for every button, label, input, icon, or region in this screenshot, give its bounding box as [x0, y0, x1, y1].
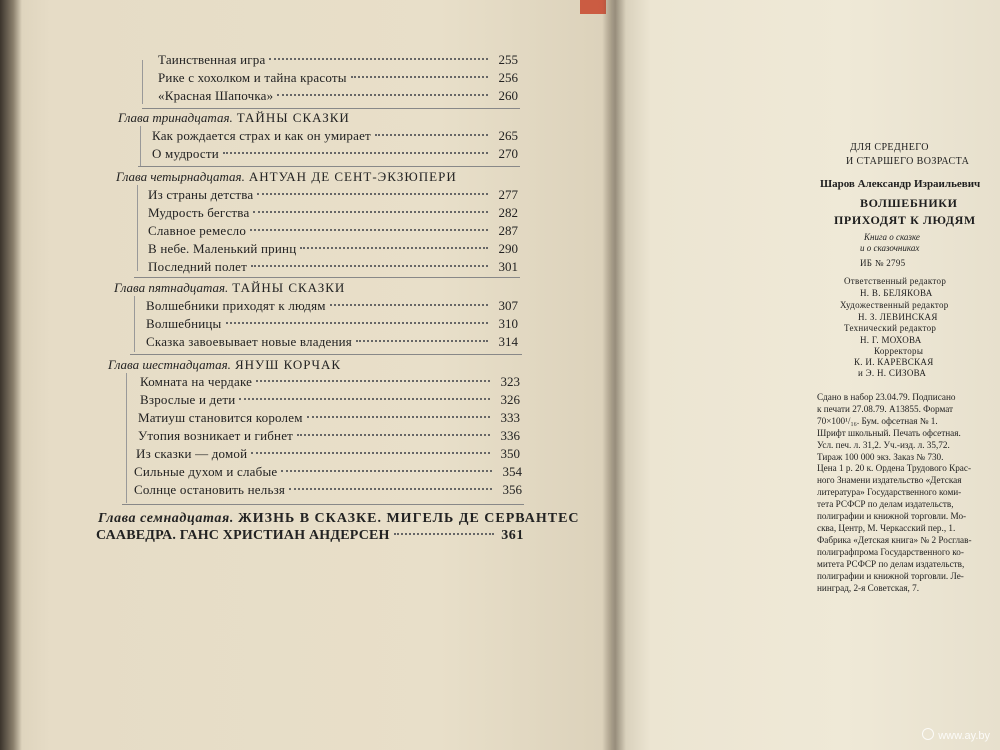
toc-entry	[138, 410, 520, 428]
toc-entry-title: «Красная Шапочка»	[158, 88, 274, 103]
detail-line: сква, Центр, М. Черкасский пер., 1.	[817, 522, 956, 533]
toc-entry-title: Комната на чердаке	[140, 374, 253, 389]
toc-entry-title: Взрослые и дети	[140, 392, 236, 407]
toc-entry-page: 277	[498, 187, 518, 202]
detail-line: ного Знамени издательство «Детская	[817, 475, 962, 486]
leader-dots	[307, 416, 490, 418]
chapter-title: ЯНУШ КОРЧАК	[234, 357, 342, 372]
subtitle-line-1: Книга о сказке	[864, 232, 920, 242]
leader-dots	[356, 340, 488, 342]
detail-line: Цена 1 р. 20 к. Ордена Трудового Крас-	[817, 463, 972, 474]
art-editor-role: Художественный редактор	[840, 300, 949, 310]
chapter-label: Глава тринадцатая.	[118, 110, 233, 125]
toc-entry	[152, 128, 518, 146]
leader-dots	[250, 229, 488, 231]
toc-entry-page: 336	[500, 428, 520, 443]
right-page	[612, 0, 1000, 750]
detail-line: Фабрика «Детская книга» № 2 Росглав-	[817, 534, 972, 545]
leader-dots	[251, 265, 488, 267]
section-bracket	[142, 60, 143, 104]
detail-line: литература» Государственного коми-	[817, 487, 962, 498]
leader-dots	[297, 434, 490, 436]
age-line-1: ДЛЯ СРЕДНЕГО	[850, 142, 929, 153]
chapter-label: Глава семнадцатая.	[98, 511, 234, 526]
toc-entry	[148, 187, 518, 205]
leader-dots	[256, 380, 490, 382]
toc-entry	[134, 464, 522, 482]
detail-line: тета РСФСР по делам издательств,	[817, 499, 954, 510]
toc-entry-page: 301	[498, 259, 518, 274]
corrector-1: К. И. КАРЕВСКАЯ	[854, 357, 934, 367]
toc-entry	[158, 88, 518, 106]
toc-entry-page: 333	[500, 410, 520, 425]
toc-entry-page: 265	[498, 128, 518, 143]
toc-entry-title: Последний полет	[148, 259, 248, 274]
toc-entry-page: 361	[501, 528, 524, 543]
age-line-2: И СТАРШЕГО ВОЗРАСТА	[846, 156, 970, 167]
leader-dots	[330, 304, 488, 306]
toc-entry-title: Матиуш становится королем	[138, 410, 303, 425]
chapter-divider	[130, 354, 522, 355]
detail-line: Шрифт школьный. Печать офсетная.	[817, 427, 961, 438]
toc-entry-page: 326	[500, 392, 520, 407]
toc-entry-page: 314	[498, 334, 518, 349]
leader-dots	[394, 533, 494, 535]
watermark-icon	[922, 728, 934, 740]
leader-dots	[223, 152, 488, 154]
leader-dots	[226, 322, 489, 324]
leader-dots	[289, 488, 492, 490]
art-editor-name: Н. З. ЛЕВИНСКАЯ	[858, 312, 938, 322]
detail-line: нинград, 2-я Советская, 7.	[817, 582, 920, 593]
toc-entry-title: Из сказки — домой	[136, 446, 248, 461]
toc-entry-title: О мудрости	[152, 146, 219, 161]
toc-entry	[140, 374, 520, 392]
correctors-role: Корректоры	[874, 346, 924, 356]
toc-entry-page: 260	[498, 88, 518, 103]
editor-name: Н. В. БЕЛЯКОВА	[860, 288, 933, 298]
toc-entry	[138, 428, 520, 446]
detail-line: Сдано в набор 23.04.79. Подписано	[817, 392, 956, 402]
chapter-divider	[142, 108, 520, 109]
chapter-heading	[114, 280, 345, 296]
detail-line: полиграфпрома Государственного ко-	[817, 546, 964, 557]
toc-entry-page: 282	[498, 205, 518, 220]
toc-entry	[140, 392, 520, 410]
leader-dots	[351, 76, 488, 78]
toc-entry	[152, 146, 518, 164]
toc-entry-page: 356	[502, 482, 522, 497]
chapter-title: ТАЙНЫ СКАЗКИ	[236, 110, 350, 125]
toc-entry-page: 354	[502, 464, 522, 479]
toc-entry-title: Волшебницы	[146, 316, 222, 331]
toc-entry-page: 323	[500, 374, 520, 389]
imprint-block	[612, 0, 1000, 750]
chapter-title: АНТУАН ДЕ СЕНТ-ЭКЗЮПЕРИ	[248, 169, 457, 184]
toc-entry-title: Таинственная игра	[158, 52, 266, 67]
toc-entry	[148, 241, 518, 259]
author-name: Шаров Александр Израильевич	[820, 178, 981, 190]
corrector-2: и Э. Н. СИЗОВА	[858, 368, 927, 378]
subtitle-line-2: и о сказочниках	[860, 243, 920, 253]
toc-entry-title: Мудрость бегства	[148, 205, 250, 220]
section-bracket	[126, 373, 127, 503]
toc-entry	[148, 205, 518, 223]
toc-entry	[96, 528, 524, 548]
toc-entry-title: Сказка завоевывает новые владения	[146, 334, 352, 349]
chapter-heading	[116, 169, 457, 185]
toc-entry	[146, 316, 518, 334]
toc-entry-title: Утопия возникает и гибнет	[138, 428, 294, 443]
toc-entry-page: 290	[498, 241, 518, 256]
leader-dots	[251, 452, 490, 454]
detail-line: Тираж 100 000 экз. Заказ № 730.	[817, 451, 944, 462]
toc-entry-page: 255	[498, 52, 518, 67]
section-bracket	[140, 126, 141, 166]
toc-entry-title: Славное ремесло	[148, 223, 247, 238]
toc-entry-page: 256	[498, 70, 518, 85]
leader-dots	[253, 211, 488, 213]
tech-editor-role: Технический редактор	[844, 323, 937, 333]
watermark	[922, 728, 990, 742]
toc-entry-title: Из страны детства	[148, 187, 254, 202]
toc-entry-page: 350	[500, 446, 520, 461]
leader-dots	[375, 134, 488, 136]
ib-number: ИБ № 2795	[860, 258, 906, 268]
section-bracket	[134, 296, 135, 352]
toc-entry	[134, 482, 522, 500]
detail-line: полиграфии и книжной торговли. Ле-	[817, 570, 964, 581]
leader-dots	[257, 193, 488, 195]
chapter-label: Глава четырнадцатая.	[116, 169, 245, 184]
toc-entry	[148, 259, 518, 277]
leader-dots	[277, 94, 488, 96]
toc-entry-title: Сильные духом и слабые	[134, 464, 278, 479]
chapter-divider	[134, 277, 520, 278]
detail-line: 70×100¹/₁₆. Бум. офсетная № 1.	[817, 415, 938, 426]
chapter-title: ТАЙНЫ СКАЗКИ	[232, 280, 346, 295]
toc-entry	[158, 52, 518, 70]
chapter-label: Глава пятнадцатая.	[114, 280, 229, 295]
chapter-heading	[118, 110, 350, 126]
leader-dots	[239, 398, 490, 400]
publication-details	[817, 392, 987, 594]
section-bracket	[137, 185, 138, 271]
toc-entry-title: Рике с хохолком и тайна красоты	[158, 70, 347, 85]
toc-entry-page: 307	[498, 298, 518, 313]
book-title-line-1: ВОЛШЕБНИКИ	[860, 196, 958, 210]
chapter-title-line-1: ЖИЗНЬ В СКАЗКЕ. МИГЕЛЬ ДЕ СЕРВАНТЕС	[237, 511, 580, 526]
detail-line: к печати 27.08.79. А13855. Формат	[817, 403, 954, 414]
chapter-heading	[98, 511, 580, 527]
toc-entry	[158, 70, 518, 88]
toc-entry	[148, 223, 518, 241]
chapter-divider	[138, 166, 520, 167]
chapter-label: Глава шестнадцатая.	[108, 357, 231, 372]
toc-entry-title: В небе. Маленький принц	[148, 241, 297, 256]
toc-entry-page: 287	[498, 223, 518, 238]
leader-dots	[300, 247, 488, 249]
toc-entry-title: Солнце остановить нельзя	[134, 482, 286, 497]
leader-dots	[281, 470, 492, 472]
toc-entry-title: Волшебники приходят к людям	[146, 298, 326, 313]
toc-entry-title: Как рождается страх и как он умирает	[152, 128, 371, 143]
chapter-heading	[108, 357, 341, 373]
toc-entry-page: 310	[498, 316, 518, 331]
chapter-divider	[122, 504, 524, 505]
toc-entry	[146, 298, 518, 316]
tech-editor-name: Н. Г. МОХОВА	[860, 335, 922, 345]
book-title-line-2: ПРИХОДЯТ К ЛЮДЯМ	[834, 213, 976, 227]
detail-line: Усл. печ. л. 31,2. Уч.-изд. л. 35,72.	[817, 439, 950, 450]
editor-role: Ответственный редактор	[844, 276, 947, 286]
toc-entry	[146, 334, 518, 352]
detail-line: полиграфии и книжной торговли. Мо-	[817, 511, 967, 522]
chapter-title-line-2: СААВЕДРА. ГАНС ХРИСТИАН АНДЕРСЕН	[96, 528, 390, 543]
leader-dots	[269, 58, 488, 60]
toc-entry-page: 270	[498, 146, 518, 161]
watermark-text: www.ay.by	[938, 730, 990, 742]
toc-entry	[136, 446, 520, 464]
detail-line: митета РСФСР по делам издательств,	[817, 558, 965, 569]
